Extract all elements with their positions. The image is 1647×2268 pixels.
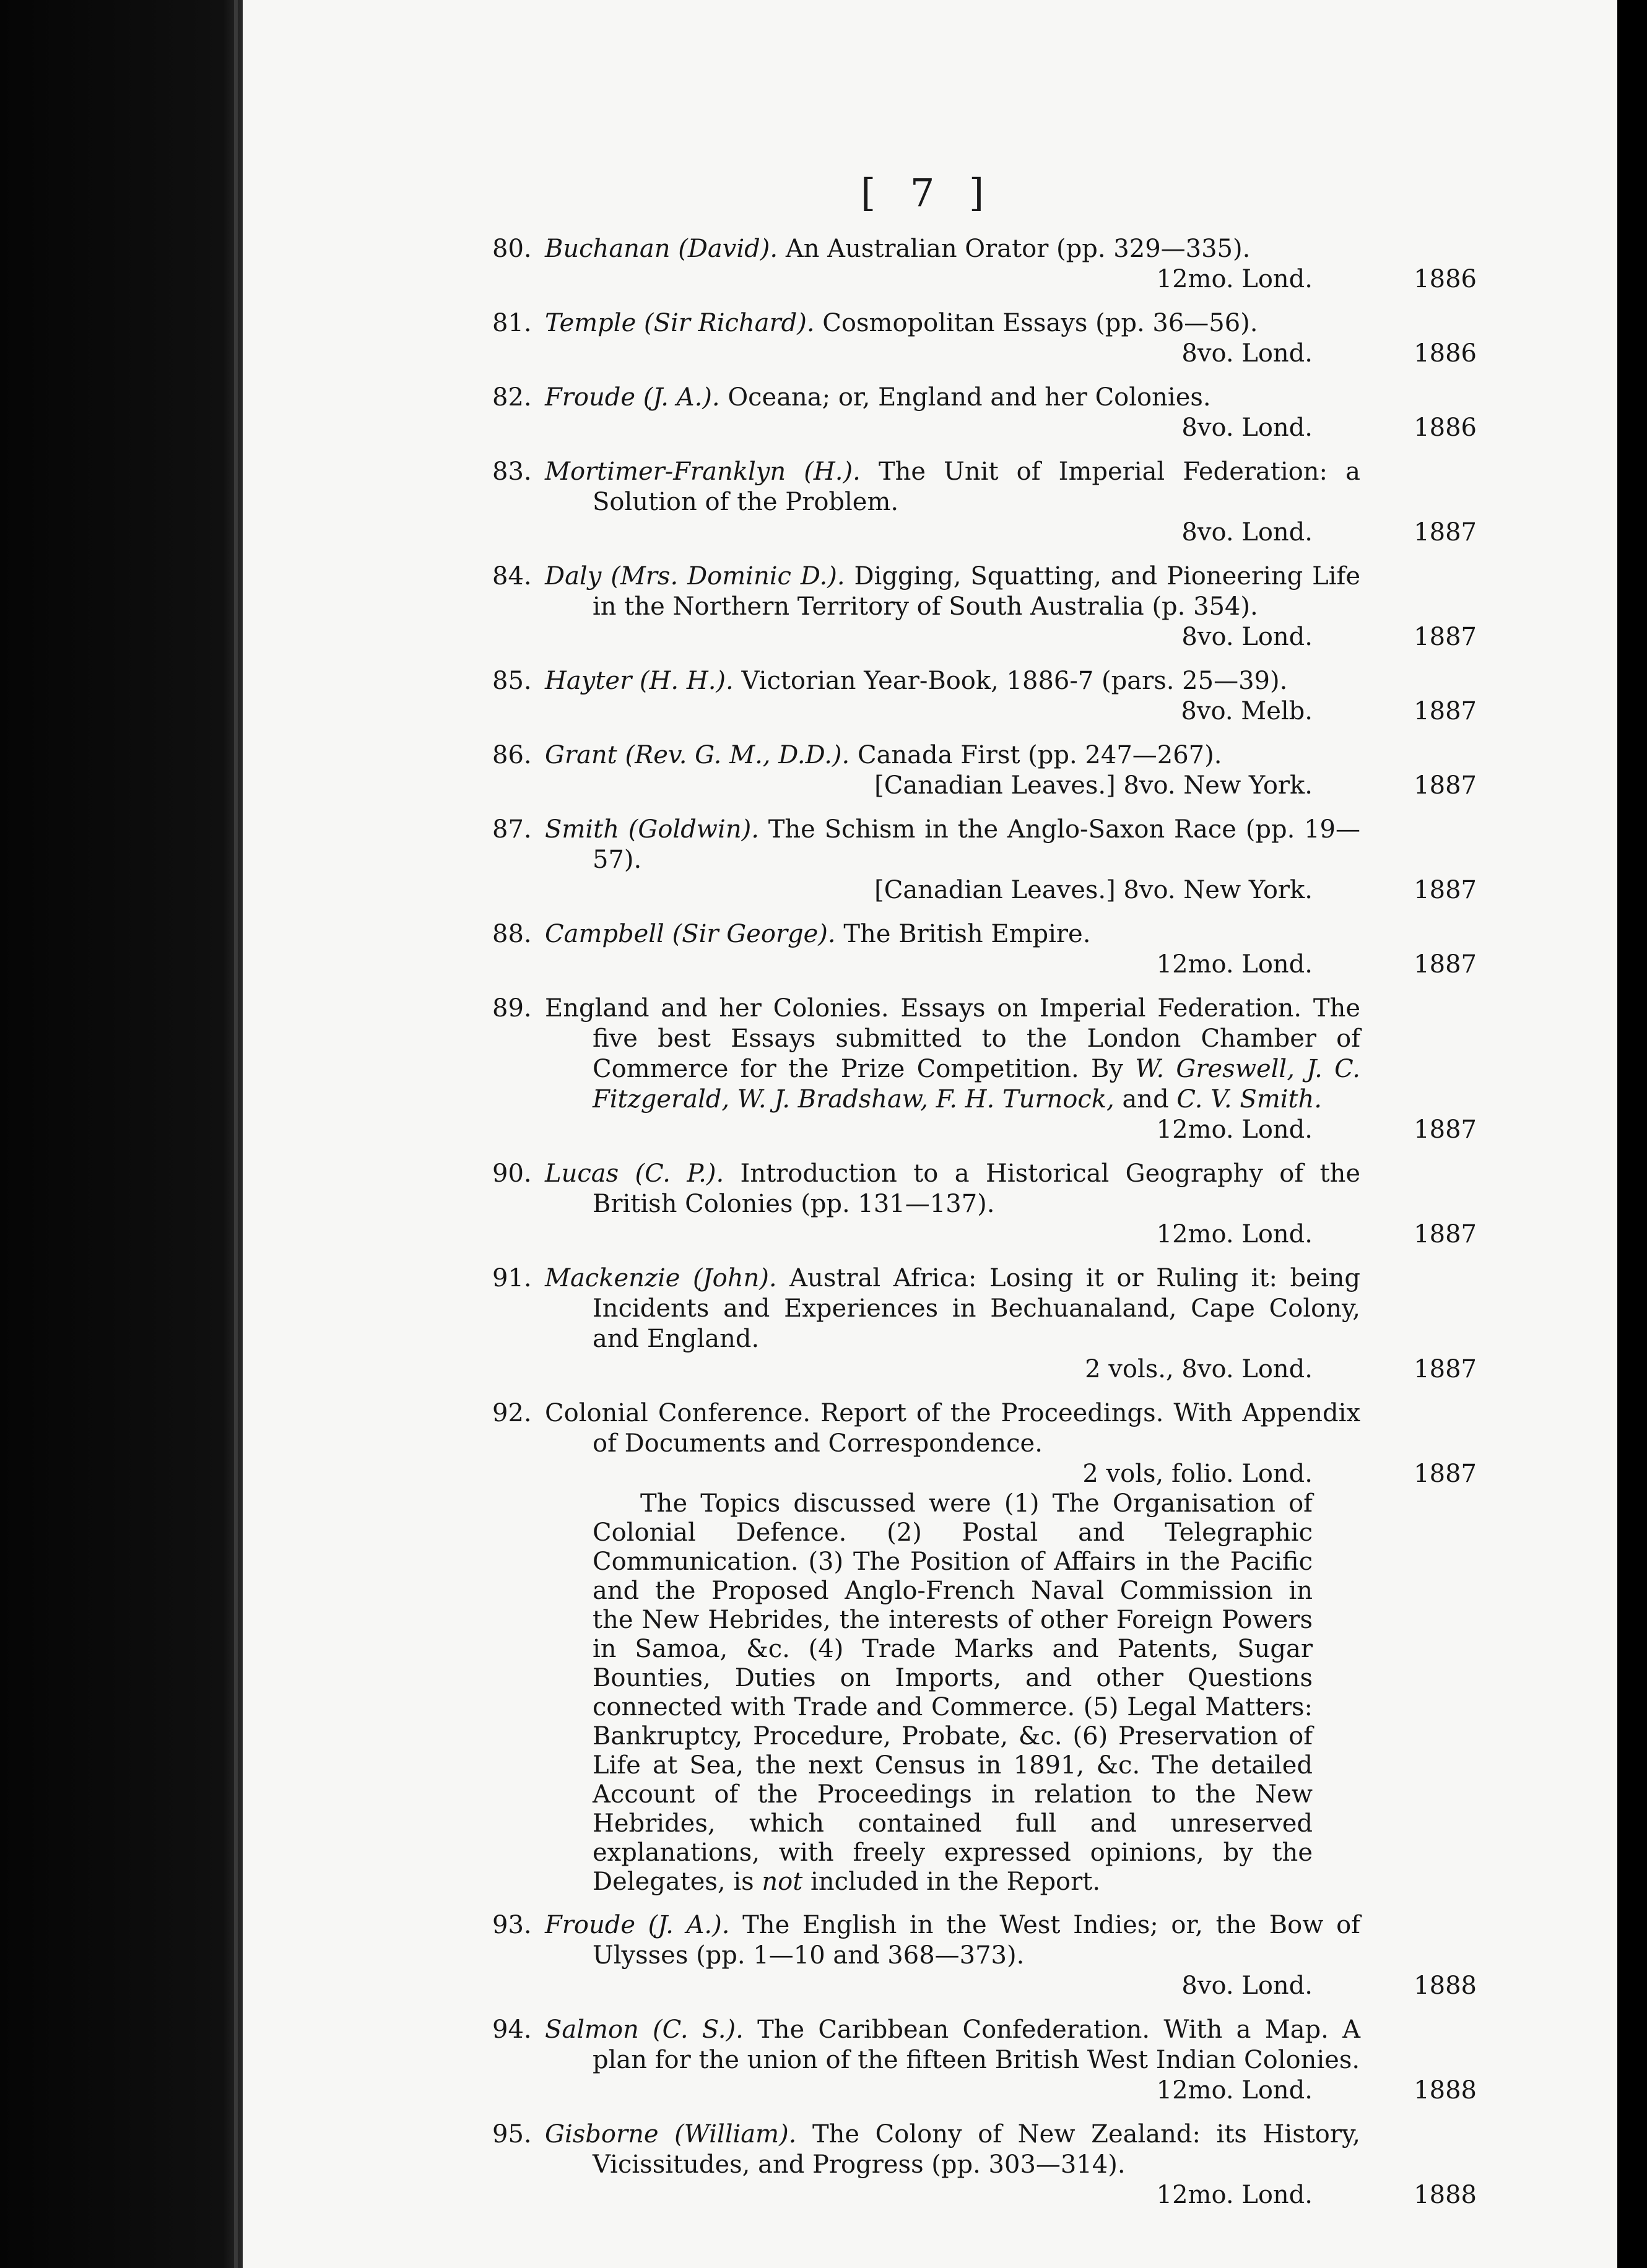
entry-imprint: 12mo. Lond. [1156,1115,1313,1144]
entry-title: England and her Colonies. Essays on Imperial Federation. The five best Essays submitted to the London Chamber of Commerce for the Prize Competition. By [545,994,1360,1083]
list-item [492,561,1477,652]
entry-author: Campbell (Sir George). [545,920,836,948]
list-item [492,1910,1477,2001]
entry-number: 95. [492,2120,532,2149]
entry-title: Canada First (pp. 247—267). [857,741,1222,769]
list-item [492,993,1477,1145]
entry-number: 88. [492,920,532,948]
entry-title: Victorian Year-Book, 1886-7 (pars. 25—39). [741,667,1288,695]
entry-number: 92. [492,1399,532,1427]
entry-note-text-end: included in the Report. [810,1868,1101,1896]
entry-title: The Schism in the Anglo-Saxon Race (pp. 19—57). [593,815,1361,874]
entry-authors-conjunction: and [1122,1085,1169,1114]
entry-note-emphasis: not [762,1868,803,1896]
entry-title: The British Empire. [843,920,1091,948]
entry-year: 1886 [1414,339,1477,368]
entry-imprint: 8vo. Lond. [1181,623,1313,651]
entry-number: 90. [492,1159,532,1188]
list-item [492,383,1477,443]
entry-author: Smith (Goldwin). [545,815,759,844]
entry-imprint: 8vo. Melb. [1181,697,1313,725]
entry-author: Salmon (C. S.). [545,2015,744,2044]
entry-imprint: 12mo. Lond. [1156,1220,1313,1249]
entry-number: 86. [492,741,532,769]
entry-number: 83. [492,457,532,486]
entry-authors-last: C. V. Smith. [1176,1085,1322,1114]
entry-author: Grant (Rev. G. M., D.D.). [545,741,850,769]
entry-title: Introduction to a Historical Geography of the British Colonies (pp. 131—137). [593,1159,1361,1218]
entry-author: Gisborne (William). [545,2120,797,2149]
entry-imprint: 8vo. Lond. [1181,1972,1313,2000]
list-item [492,1263,1477,1385]
entry-year: 1888 [1414,1972,1477,2000]
entry-title: Digging, Squatting, and Pioneering Life in the Northern Territory of South Australia (p. 354). [593,562,1361,621]
entry-author: Froude (J. A.). [545,1911,730,1939]
entry-title: The Caribbean Confederation. With a Map. A plan for the union of the fifteen British West Indian Colonies. [593,2015,1361,2074]
list-item [492,666,1477,727]
entry-number: 81. [492,309,532,337]
list-item [492,919,1477,980]
bibliography-list [492,234,1477,2224]
entry-title: The English in the West Indies; or, the Bow of Ulysses (pp. 1—10 and 368—373). [593,1911,1360,1970]
entry-year: 1887 [1414,1220,1477,1249]
list-item [492,234,1477,295]
entry-author: Lucas (C. P.). [545,1159,724,1188]
entry-imprint: 12mo. Lond. [1156,2181,1313,2209]
entry-number: 80. [492,235,532,263]
entry-imprint: 2 vols, folio. Lond. [1082,1460,1313,1488]
entry-imprint: 8vo. Lond. [1181,339,1313,368]
entry-title: Colonial Conference. Report of the Proceedings. With Appendix of Documents and Correspondence. [545,1399,1360,1458]
entry-number: 85. [492,667,532,695]
list-item [492,740,1477,801]
entry-author: Temple (Sir Richard). [545,309,815,337]
entry-year: 1886 [1414,413,1477,442]
page-number: [ 7 ] [861,170,996,215]
entry-number: 94. [492,2015,532,2044]
entry-year: 1888 [1414,2076,1477,2105]
list-item [492,2119,1477,2210]
entry-note-text: The Topics discussed were (1) The Organisation of Colonial Defence. (2) Postal and Telegraphic Communication. (3) The Position of Affairs in the Pacific and the Proposed Anglo-French Naval Commission in the New Hebrides, the interests of other Foreign Powers in Samoa, &c. (4) Trade Marks and Patents, Sugar Bounties, Duties on Imports, and other Questions connected with Trade and Commerce. (5) Legal Matters: Bankruptcy, Procedure, Probate, &c. (6) Preservation of Life at Sea, the next Census in 1891, &c. The detailed Account of the Proceedings in relation to the New Hebrides, which contained full and unreserved explanations, with freely expressed opinions, by the Delegates, is [593,1489,1313,1896]
entry-imprint: 12mo. Lond. [1156,950,1313,979]
entry-title: Oceana; or, England and her Colonies. [728,383,1211,412]
entry-year: 1886 [1414,265,1477,293]
entry-imprint: 12mo. Lond. [1156,265,1313,293]
entry-year: 1887 [1414,876,1477,904]
entry-note [593,1489,1313,1897]
entry-year: 1888 [1414,2181,1477,2209]
entry-year: 1887 [1414,518,1477,547]
entry-year: 1887 [1414,950,1477,979]
entry-number: 93. [492,1911,532,1939]
entry-year: 1887 [1414,623,1477,651]
entry-author: Daly (Mrs. Dominic D.). [545,562,845,591]
list-item [492,1159,1477,1250]
entry-title: An Australian Orator (pp. 329—335). [785,235,1251,263]
entry-title: The Unit of Imperial Federation: a Solution of the Problem. [593,457,1360,516]
entry-imprint: 12mo. Lond. [1156,2076,1313,2105]
entry-year: 1887 [1414,697,1477,725]
entry-year: 1887 [1414,1460,1477,1488]
list-item [492,815,1477,906]
entry-imprint: 8vo. Lond. [1181,518,1313,547]
entry-imprint: 2 vols., 8vo. Lond. [1085,1355,1313,1383]
entry-author: Froude (J. A.). [545,383,720,412]
entry-year: 1887 [1414,771,1477,800]
entry-imprint: [Canadian Leaves.] 8vo. New York. [874,876,1313,904]
entry-title: Cosmopolitan Essays (pp. 36—56). [822,309,1258,337]
entry-title: The Colony of New Zealand: its History, Vicissitudes, and Progress (pp. 303—314). [593,2120,1361,2179]
entry-author: Mackenzie (John). [545,1264,777,1292]
entry-authors: W. Greswell, J. C. Fitzgerald, W. J. Bradshaw, F. H. Turnock, [593,1055,1360,1114]
entry-author: Mortimer-Franklyn (H.). [545,457,861,486]
entry-number: 91. [492,1264,532,1292]
entry-number: 87. [492,815,532,844]
entry-imprint: [Canadian Leaves.] 8vo. New York. [874,771,1313,800]
entry-number: 82. [492,383,532,412]
list-item [492,1398,1477,1897]
page-edge-shadow [234,0,238,2268]
entry-year: 1887 [1414,1115,1477,1144]
entry-author: Buchanan (David). [545,235,778,263]
list-item [492,2015,1477,2106]
entry-author: Hayter (H. H.). [545,667,734,695]
entry-number: 89. [492,994,532,1023]
entry-imprint: 8vo. Lond. [1181,413,1313,442]
list-item [492,308,1477,369]
entry-title: Austral Africa: Losing it or Ruling it: being Incidents and Experiences in Bechuanaland, Cape Colony, and England. [593,1264,1360,1353]
entry-year: 1887 [1414,1355,1477,1383]
list-item [492,457,1477,548]
entry-number: 84. [492,562,532,591]
scan-gutter [0,0,243,2268]
